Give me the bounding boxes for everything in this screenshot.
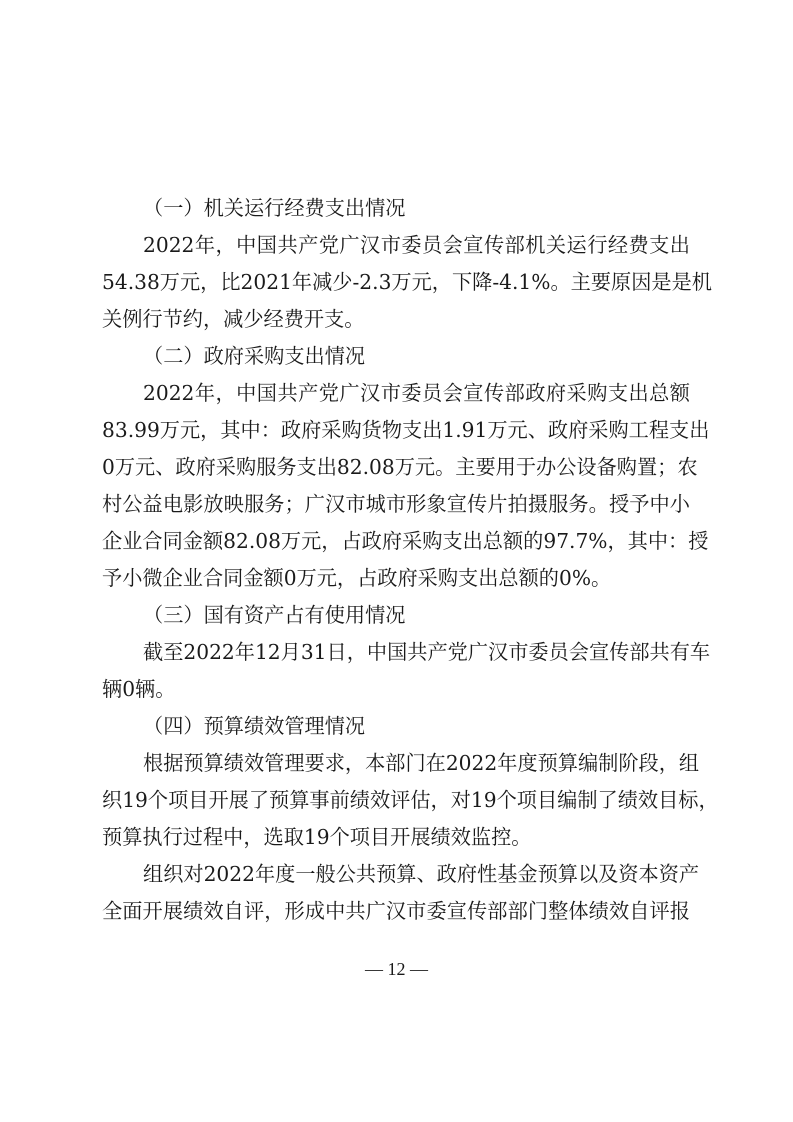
text-line: 组织对2022年度一般公共预算、政府性基金预算以及资本资产 bbox=[143, 862, 700, 886]
paragraph-line bbox=[0, 378, 793, 408]
text-line: 2022年，中国共产党广汉市委员会宣传部机关运行经费支出 bbox=[143, 233, 690, 257]
text-line: 予小微企业合同金额0万元，占政府采购支出总额的0%。 bbox=[102, 566, 612, 590]
section-heading-2 bbox=[0, 341, 793, 371]
page-number: — 12 — bbox=[365, 959, 428, 979]
paragraph-line bbox=[0, 304, 793, 334]
text-line: 2022年，中国共产党广汉市委员会宣传部政府采购支出总额 bbox=[143, 381, 690, 405]
section-heading-3 bbox=[0, 600, 793, 630]
text-line: 根据预算绩效管理要求，本部门在2022年度预算编制阶段，组 bbox=[143, 751, 700, 775]
text-line: 全面开展绩效自评，形成中共广汉市委宣传部部门整体绩效自评报 bbox=[102, 899, 690, 923]
paragraph-line bbox=[0, 526, 793, 556]
paragraph-line bbox=[0, 785, 793, 815]
text-line: 预算执行过程中，选取19个项目开展绩效监控。 bbox=[102, 825, 532, 849]
text-line: 织19个项目开展了预算事前绩效评估，对19个项目编制了绩效目标， bbox=[102, 788, 719, 812]
text-line: 0万元、政府采购服务支出82.08万元。主要用于办公设备购置；农 bbox=[102, 455, 698, 479]
heading-text: （一）机关运行经费支出情况 bbox=[143, 196, 406, 220]
heading-text: （三）国有资产占有使用情况 bbox=[143, 603, 406, 627]
section-heading-4 bbox=[0, 711, 793, 741]
section-heading-1 bbox=[0, 193, 793, 223]
paragraph-line bbox=[0, 415, 793, 445]
paragraph-line bbox=[0, 674, 793, 704]
text-line: 村公益电影放映服务；广汉市城市形象宣传片拍摄服务。授予中小 bbox=[102, 492, 690, 516]
paragraph-line bbox=[0, 452, 793, 482]
paragraph-line bbox=[0, 637, 793, 667]
paragraph-line bbox=[0, 822, 793, 852]
text-line: 企业合同金额82.08万元，占政府采购支出总额的97.7%，其中：授 bbox=[102, 529, 709, 553]
paragraph-line bbox=[0, 859, 793, 889]
paragraph-line bbox=[0, 563, 793, 593]
paragraph-line bbox=[0, 230, 793, 260]
paragraph-line bbox=[0, 748, 793, 778]
text-line: 54.38万元，比2021年减少-2.3万元，下降-4.1%。主要原因是是机 bbox=[102, 270, 712, 294]
paragraph-line bbox=[0, 267, 793, 297]
text-line: 截至2022年12月31日，中国共产党广汉市委员会宣传部共有车 bbox=[143, 640, 711, 664]
text-line: 关例行节约，减少经费开支。 bbox=[102, 307, 365, 331]
heading-text: （二）政府采购支出情况 bbox=[143, 344, 366, 368]
heading-text: （四）预算绩效管理情况 bbox=[143, 714, 366, 738]
paragraph-line bbox=[0, 896, 793, 926]
text-line: 83.99万元，其中：政府采购货物支出1.91万元、政府采购工程支出 bbox=[102, 418, 710, 442]
paragraph-line bbox=[0, 489, 793, 519]
text-line: 辆0辆。 bbox=[102, 677, 176, 701]
